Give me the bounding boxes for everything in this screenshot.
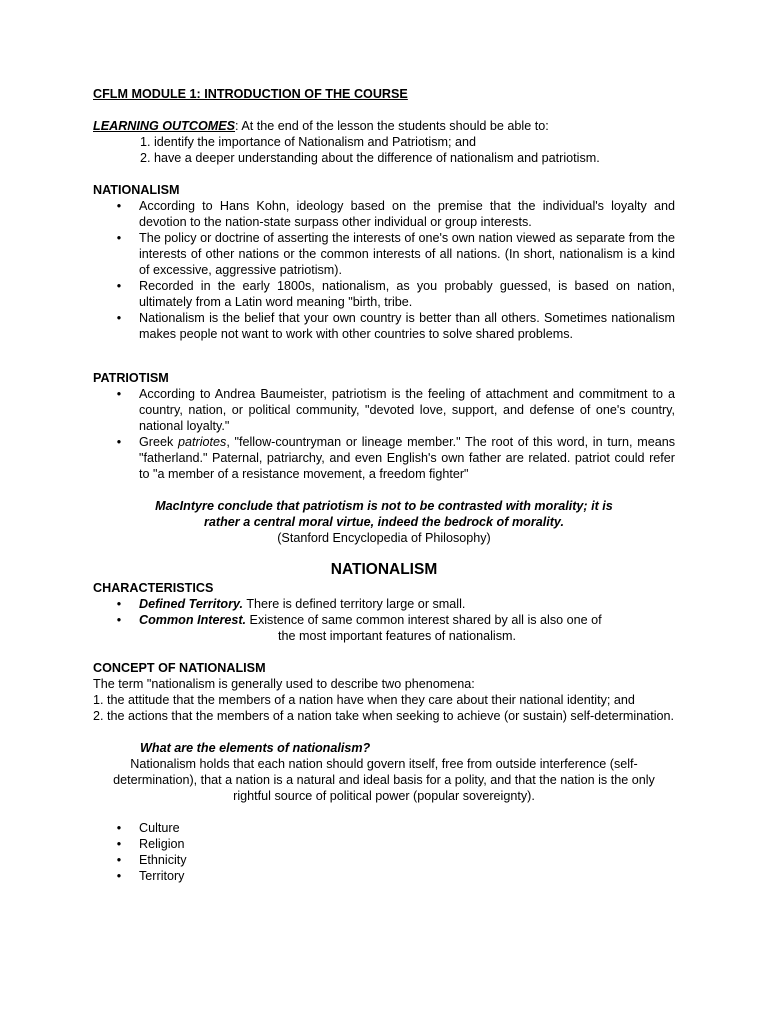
concept-heading: CONCEPT OF NATIONALISM (93, 661, 266, 675)
characteristic-continuation: the most important features of nationalism. (278, 629, 516, 643)
bullet-icon: • (116, 613, 122, 627)
module-title: CFLM MODULE 1: INTRODUCTION OF THE COURSE (93, 87, 408, 101)
list-item: • Culture (93, 820, 675, 836)
bullet-icon: • (116, 869, 122, 883)
document-page (93, 86, 675, 884)
section-title: NATIONALISM (330, 561, 438, 578)
quote-line: rather a central moral virtue, indeed the bedrock of morality. (204, 515, 564, 529)
list-item: • Ethnicity (93, 852, 675, 868)
elements-question: What are the elements of nationalism? (140, 741, 371, 755)
quote-line: MacIntyre conclude that patriotism is not to be contrasted with morality; it is (155, 499, 613, 513)
concept-intro: The term "nationalism is generally used to describe two phenomena: (93, 677, 475, 691)
nationalism-heading: NATIONALISM (93, 183, 180, 197)
list-item: • Religion (93, 836, 675, 852)
list-item: • Defined Territory. There is defined territory large or small. (93, 596, 675, 612)
list-item: • According to Andrea Baumeister, patriotism is the feeling of attachment and commitment to a country, nation, or political community, "devoted love, support, and defense of one's country, national loyalty." (93, 386, 675, 434)
patriotism-list (93, 386, 675, 482)
elements-list (93, 820, 675, 884)
list-item: • The policy or doctrine of asserting the interests of one's own nation viewed as separate from the interests of other nations or the common interests of all nations. (In short, nationalism is a kind of excessive, aggressive patriotism). (93, 230, 675, 278)
bullet-icon: • (116, 597, 122, 611)
characteristics-list (93, 596, 675, 628)
list-item: • Territory (93, 868, 675, 884)
nationalism-list (93, 198, 675, 342)
concept-item: 2. the actions that the members of a nation take when seeking to achieve (or sustain) self-determination. (93, 709, 675, 723)
characteristics-heading: CHARACTERISTICS (93, 581, 214, 595)
list-item: • Common Interest. Existence of same common interest shared by all is also one of (93, 612, 675, 628)
concept-item: 1. the attitude that the members of a nation have when they care about their national identity; and (93, 693, 635, 707)
bullet-icon: • (116, 279, 122, 293)
bullet-icon: • (116, 311, 122, 325)
list-item: • Recorded in the early 1800s, nationalism, as you probably guessed, is based on nation, ultimately from a Latin word meaning "birth, tribe. (93, 278, 675, 310)
list-item: • Greek patriotes, "fellow-countryman or lineage member." The root of this word, in turn, means "fatherland." Paternal, patriarchy, and even English's own father are related. patriot could refer to "a member of a resistance movement, a freedom fighter" (93, 434, 675, 482)
learning-outcome-item: 2. have a deeper understanding about the difference of nationalism and patriotism. (140, 151, 600, 165)
bullet-icon: • (116, 853, 122, 867)
list-item: • Nationalism is the belief that your own country is better than all others. Sometimes nationalism makes people not want to work with other countries to solve shared problems. (93, 310, 675, 342)
list-item: • According to Hans Kohn, ideology based on the premise that the individual's loyalty and devotion to the nation-state surpass other individual or group interests. (93, 198, 675, 230)
quote-source: (Stanford Encyclopedia of Philosophy) (277, 531, 491, 545)
learning-outcome-item: 1. identify the importance of Nationalism and Patriotism; and (140, 135, 477, 149)
bullet-icon: • (116, 435, 122, 449)
learning-outcomes-label: LEARNING OUTCOMES (93, 119, 236, 133)
elements-paragraph: Nationalism holds that each nation should govern itself, free from outside interference (self-determination), that a nation is a natural and ideal basis for a polity, and that the nation is the only rightful source of political power (popular sovereignty). (113, 757, 655, 803)
bullet-icon: • (116, 821, 122, 835)
bullet-icon: • (116, 231, 122, 245)
patriotism-heading: PATRIOTISM (93, 371, 169, 385)
bullet-icon: • (116, 199, 122, 213)
bullet-icon: • (116, 387, 122, 401)
bullet-icon: • (116, 837, 122, 851)
learning-outcomes-intro: LEARNING OUTCOMES: At the end of the lesson the students should be able to: (93, 119, 549, 133)
